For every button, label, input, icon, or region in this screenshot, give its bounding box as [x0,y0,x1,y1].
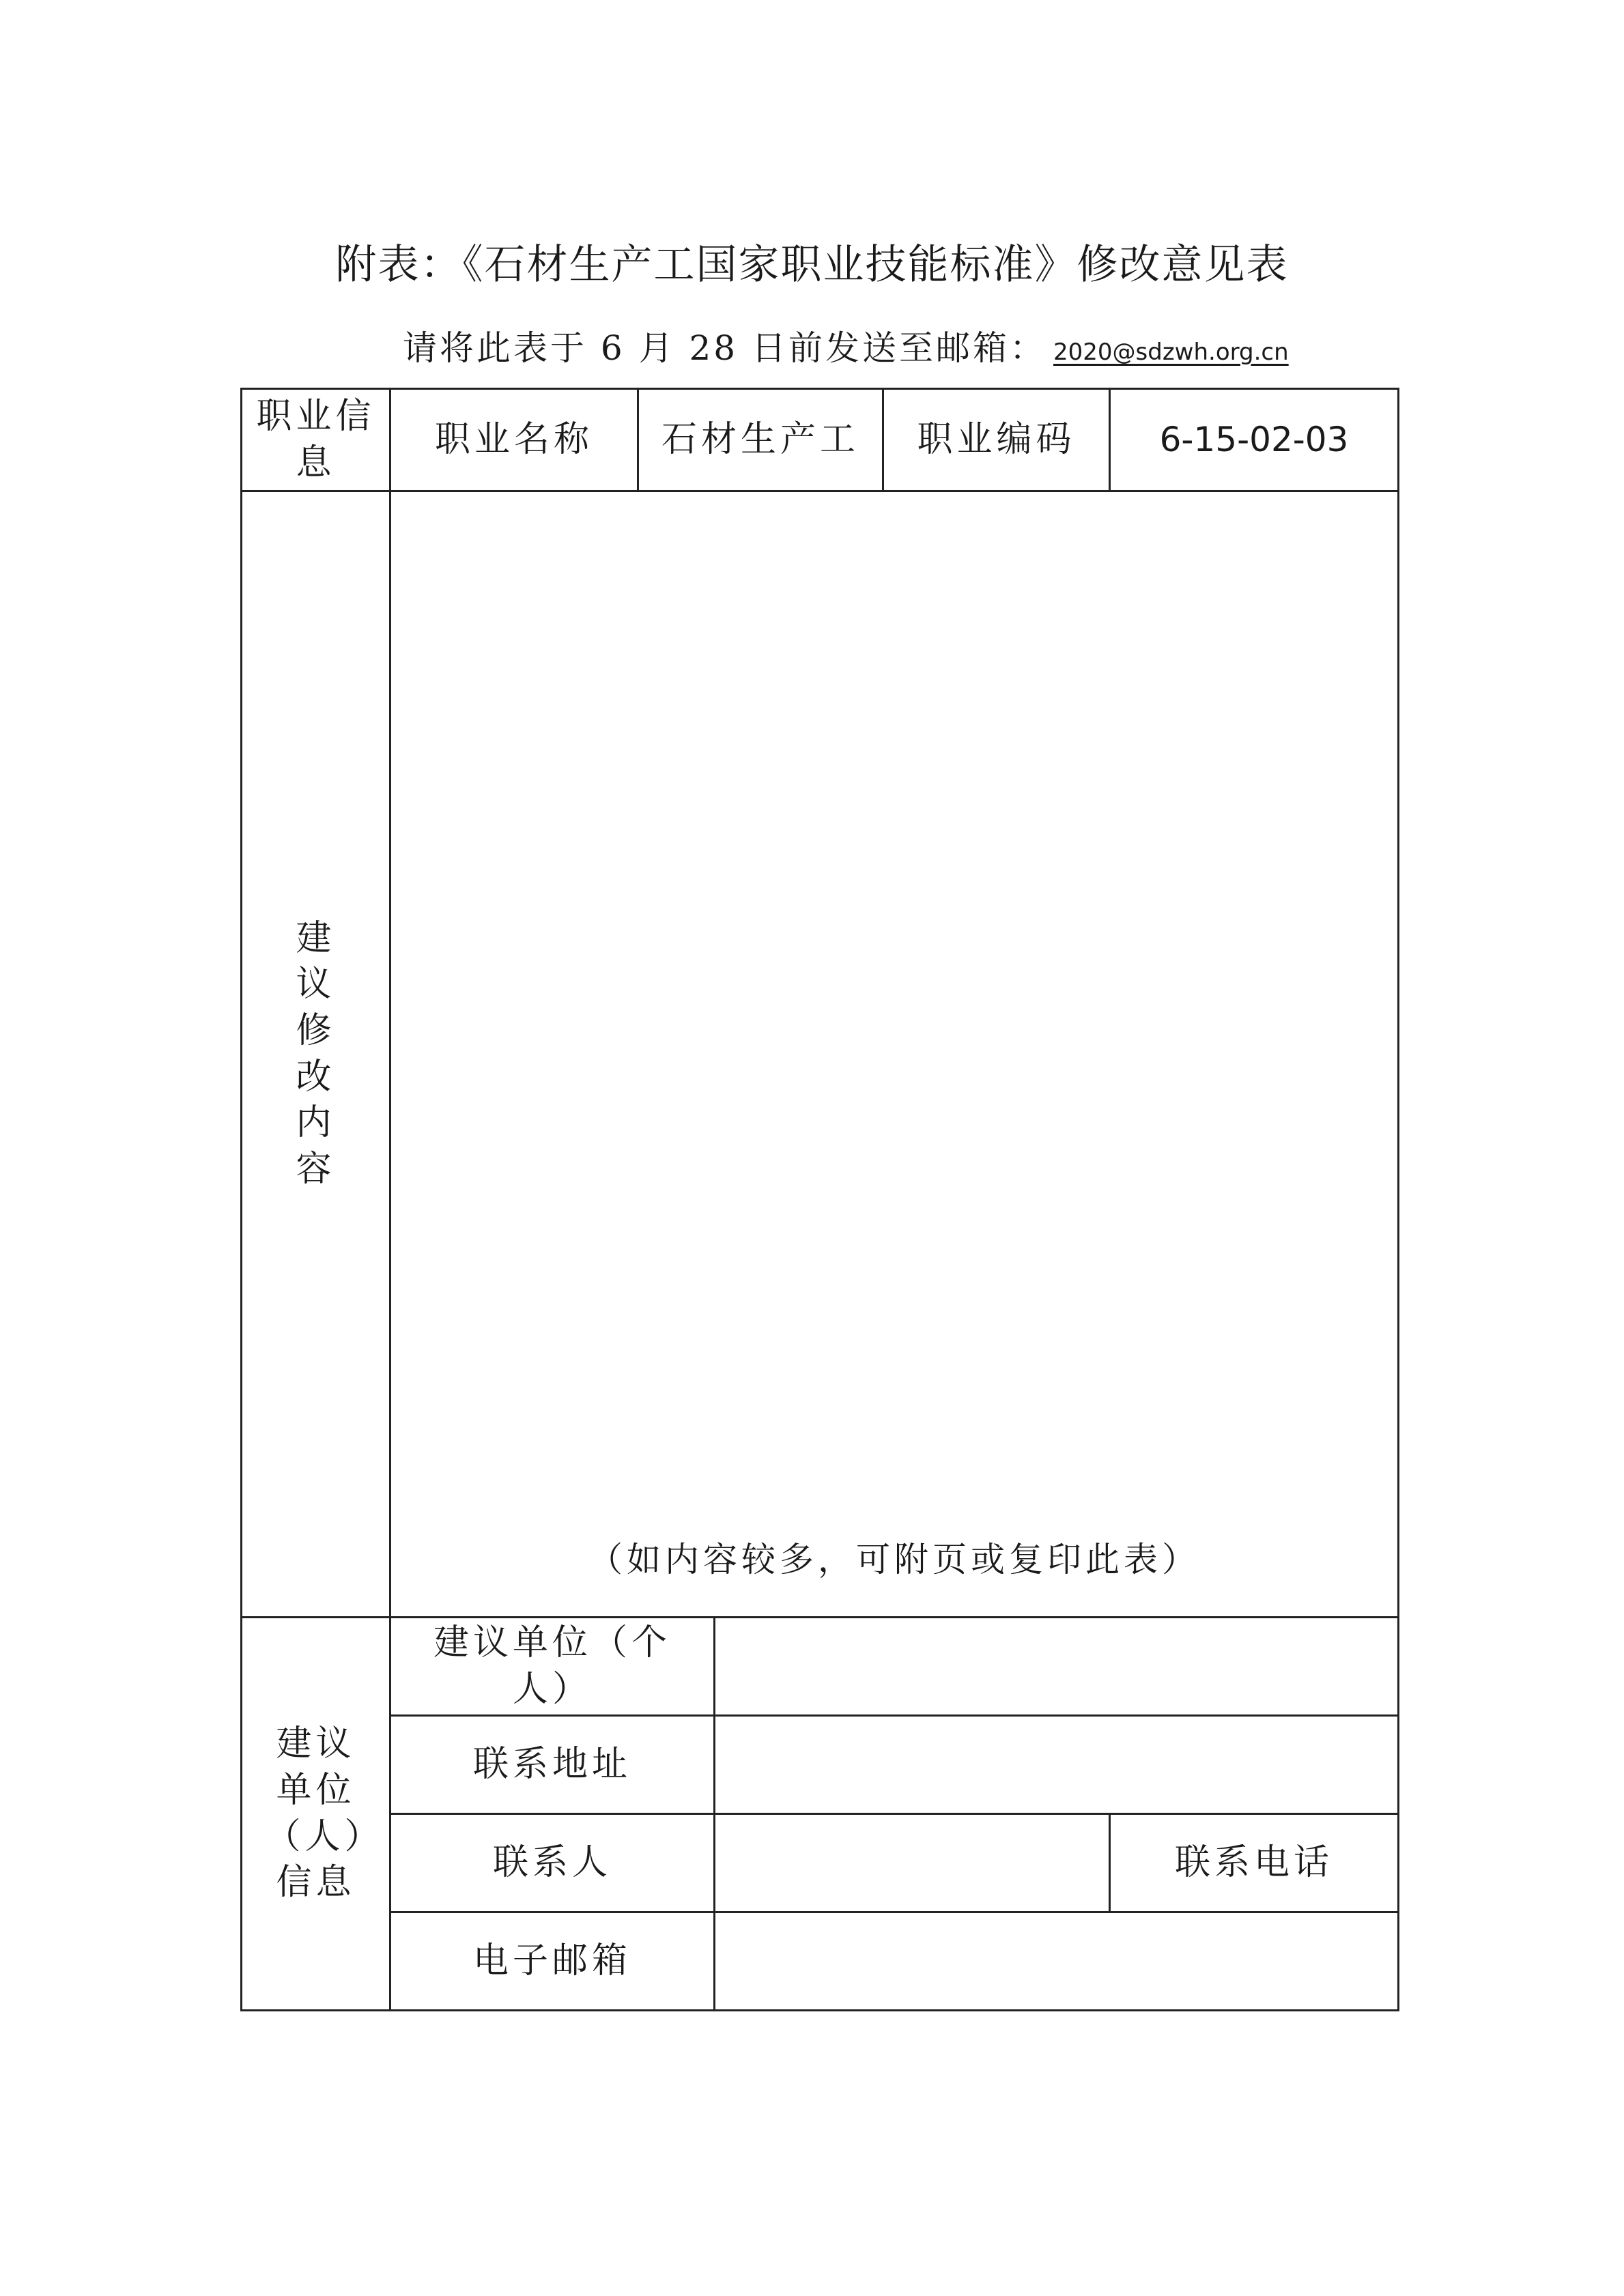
phone-label: 联系电话 [1110,1814,1399,1912]
suggestion-content-area[interactable] [390,491,1399,1618]
suggestion-row [242,491,1399,1618]
suggestion-label-char: 修 [296,1009,336,1051]
contact-person-label: 联系人 [390,1814,715,1912]
suggestion-label-char: 容 [296,1148,336,1190]
address-label: 联系地址 [390,1716,715,1814]
submission-instruction [403,321,1289,375]
contact-person-field[interactable] [715,1814,1110,1912]
feedback-form-table [240,388,1399,2011]
proposer-unit-row [242,1618,1399,1716]
instruction-text: 请将此表于 6 月 28 日前发送至邮箱： [403,328,1047,368]
email-field[interactable] [715,1912,1399,2011]
suggestion-label-char: 改 [296,1056,336,1097]
occupation-name-value: 石材生产工 [638,389,883,491]
page-title: 附表：《石材生产工国家职业技能标准》修改意见表 [335,241,1289,289]
occupation-name-label: 职业名称 [390,389,638,491]
address-row [242,1716,1399,1814]
address-field[interactable] [715,1716,1399,1814]
occupation-code-label: 职业编码 [883,389,1110,491]
occupation-info-row [242,389,1399,491]
contact-row [242,1814,1399,1912]
suggestion-label-char: 建 [296,917,336,959]
suggestion-label-char: 内 [296,1102,336,1144]
email-label: 电子邮箱 [390,1912,715,2011]
suggestion-label-char: 议 [296,964,336,1005]
occupation-info-label: 职业信息 [242,389,390,491]
suggestion-note: （如内容较多，可附页或复印此表） [588,1540,1200,1579]
proposer-unit-field[interactable] [715,1618,1399,1716]
occupation-code-value: 6-15-02-03 [1110,389,1399,491]
suggestion-label [242,491,390,1618]
proposer-info-label: 建议单位（人）信息 [242,1618,390,2011]
email-link[interactable]: 2020@sdzwh.org.cn [1053,339,1289,366]
email-row [242,1912,1399,2011]
proposer-unit-label: 建议单位（个人） [390,1618,715,1716]
